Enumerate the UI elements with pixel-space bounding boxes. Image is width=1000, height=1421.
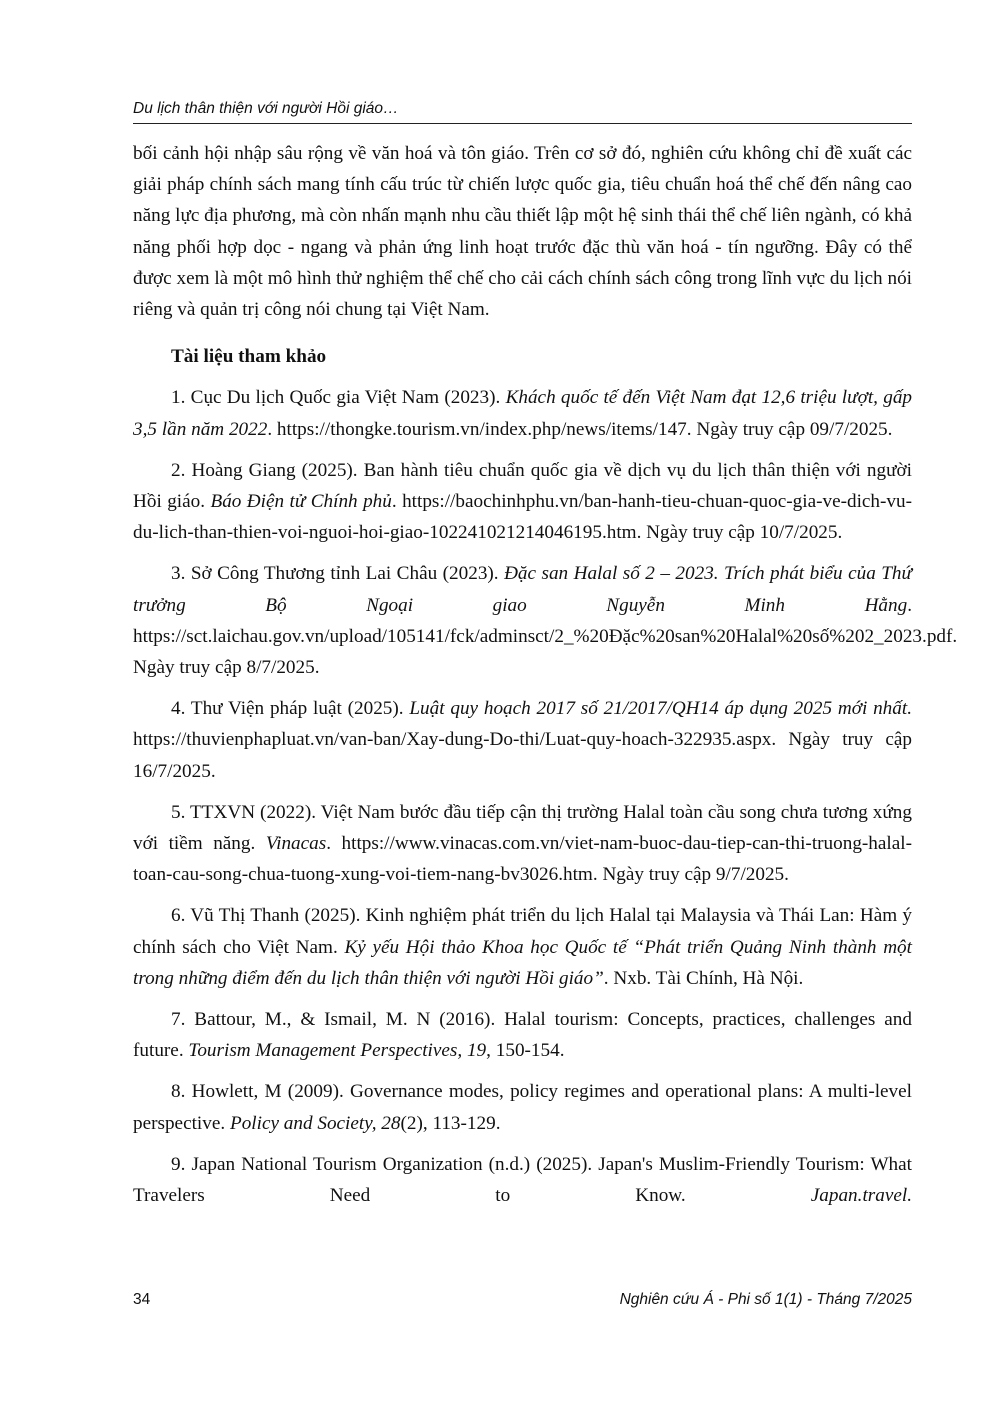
reference-item: 7. Battour, M., & Ismail, M. N (2016). Halal tourism: Concepts, practices, challenges and future. Tourism Management Perspectives, 19, 150-154. <box>133 1009 912 1062</box>
reference-item: 1. Cục Du lịch Quốc gia Việt Nam (2023). Khách quốc tế đến Việt Nam đạt 12,6 triệu lượt, gấp 3,5 lần năm 2022. https://thongke.tourism.vn/index.php/news/items/147. Ngày truy cập 09/7/2025. <box>133 387 913 440</box>
references-title: Tài liệu tham khảo <box>171 346 327 368</box>
running-title: Du lịch thân thiện với người Hồi giáo… <box>133 100 399 117</box>
journal-issue: Nghiên cứu Á - Phi số 1(1) - Tháng 7/2025 <box>619 1291 912 1308</box>
page-number: 34 <box>133 1291 151 1308</box>
intro-paragraph: bối cảnh hội nhập sâu rộng về văn hoá và tôn giáo. Trên cơ sở đó, nghiên cứu không chỉ đề xuất các giải pháp chính sách mang tính cấu trúc từ chiến lược quốc gia, tiêu chuẩn hoá thể chế đến nâng cao năng lực địa phương, mà còn nhấn mạnh nhu cầu thiết lập một hệ sinh thái thể chế liên ngành, có khả năng phối hợp dọc - ngang và phản ứng linh hoạt trước đặc thù văn hoá - tín ngưỡng. Đây có thể được xem là một mô hình thử nghiệm thể chế cho cải cách chính sách công trong lĩnh vực du lịch nói riêng và quản trị công nói chung tại Việt Nam. <box>133 143 912 321</box>
body-text <box>133 138 958 1221</box>
reference-item: 9. Japan National Tourism Organization (n.d.) (2025). Japan's Muslim-Friendly Tourism: What Travelers Need to Know. Japan.travel. <box>133 1153 912 1207</box>
reference-item: 6. Vũ Thị Thanh (2025). Kinh nghiệm phát triển du lịch Halal tại Malaysia và Thái Lan: Hàm ý chính sách cho Việt Nam. Kỷ yếu Hội thảo Khoa học Quốc tế “Phát triển Quảng Ninh thành một trong những điểm đến du lịch thân thiện với người Hồi giáo”. Nxb. Tài Chính, Hà Nội. <box>133 905 912 989</box>
reference-item: 3. Sở Công Thương tỉnh Lai Châu (2023). Đặc san Halal số 2 – 2023. Trích phát biểu của Thứ trưởng Bộ Ngoại giao Nguyễn Minh Hằng. https://sct.laichau.gov.vn/upload/105141/fck/adminsct/2_%20Đặc%20san%20Halal%20số%202_2023.pdf. Ngày truy cập 8/7/2025. <box>133 563 958 679</box>
reference-item: 4. Thư Viện pháp luật (2025). Luật quy hoạch 2017 số 21/2017/QH14 áp dụng 2025 mới nhất. https://thuvienphapluat.vn/van-ban/Xay-dung-Do-thi/Luat-quy-hoach-322935.aspx. Ngày truy cập 16/7/2025. <box>133 698 912 782</box>
reference-item: 8. Howlett, M (2009). Governance modes, policy regimes and operational plans: A multi-level perspective. Policy and Society, 28(2), 113-129. <box>133 1081 912 1134</box>
reference-list <box>133 382 958 1211</box>
header-rule <box>133 123 912 124</box>
reference-item: 2. Hoàng Giang (2025). Ban hành tiêu chuẩn quốc gia về dịch vụ du lịch thân thiện với người Hồi giáo. Báo Điện tử Chính phủ. https://baochinhphu.vn/ban-hanh-tieu-chuan-quoc-gia-ve-dich-vu-du-lich-than-thien-voi-nguoi-hoi-giao-102241021214046195.htm. Ngày truy cập 10/7/2025. <box>133 459 912 544</box>
reference-item: 5. TTXVN (2022). Việt Nam bước đầu tiếp cận thị trường Halal toàn cầu song chưa tương xứng với tiềm năng. Vinacas. https://www.vinacas.com.vn/viet-nam-buoc-dau-tiep-can-thi-truong-halal-toan-cau-song-chua-tuong-xung-voi-tiem-nang-bv3026.htm. Ngày truy cập 9/7/2025. <box>133 801 912 886</box>
